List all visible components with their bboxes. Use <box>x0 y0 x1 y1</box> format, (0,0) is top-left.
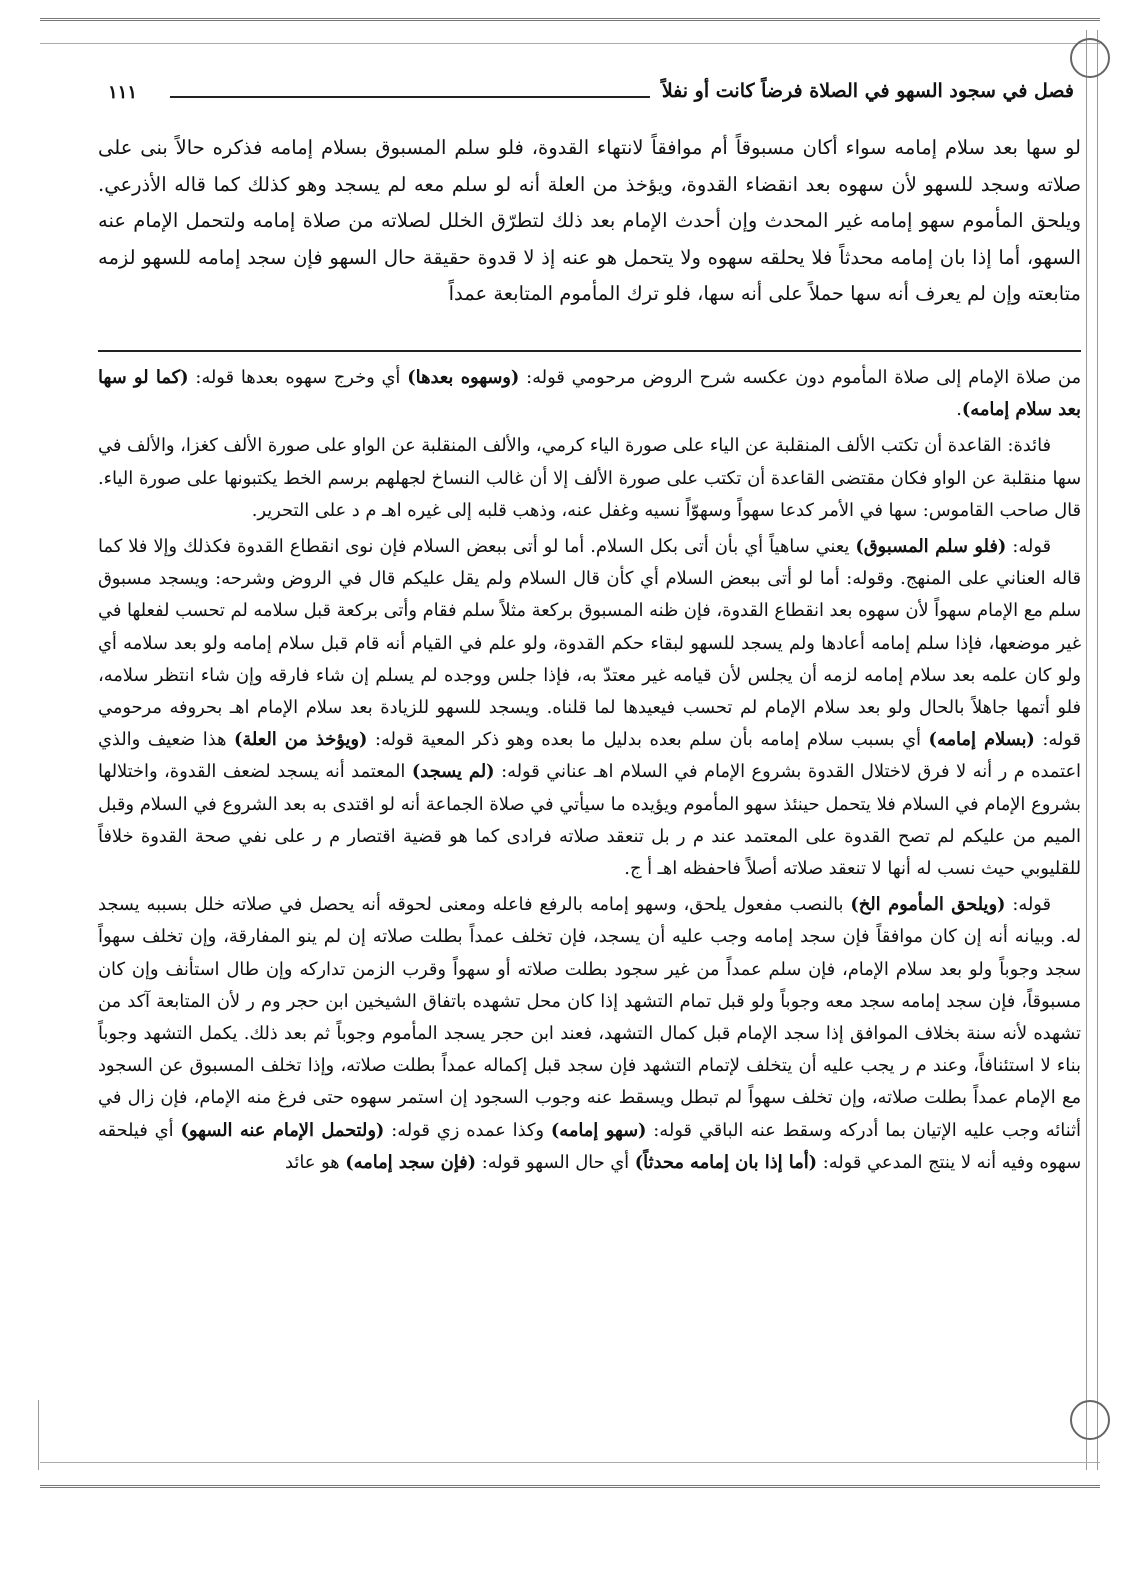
note-text: هذا ضعيف والذي اعتمده م ر أنه لا فرق لاختلال القدوة بشروع الإمام في السلام اهـ عناني قوله: <box>98 729 1081 783</box>
page-frame-right <box>1086 30 1098 1470</box>
note-text: المعتمد أنه يسجد لضعف القدوة، واختلالها بشروع الإمام في السلام فلا يتحمل حينئذ سهو المأموم ويؤيده ما سيأتي في صلاة الجماعة أنه لو اقتدى به بعد الشروع في السلام وقبل الميم من عليكم لم تصح القدوة على المعتمد عند م ر بل تنعقد صلاته فرادى كما هو قضية اقتصار م ر على نفي صحة القدوة خلافاً للقليوبي حيث نسب له أنها لا تنعقد صلاته أصلاً فاحفظه اهـ أ ج. <box>98 761 1081 880</box>
quoted-phrase: (بسلام إمامه) <box>928 729 1035 751</box>
quoted-phrase: (سهو إمامه) <box>550 1119 647 1141</box>
note-text: بالنصب مفعول يلحق، وسهو إمامه بالرفع فاعله ومعنى لحوقه أنه يحصل في صلاته خلل بسببه يسجد له. وبيانه أنه إن كان موافقاً فإن سجد إمامه وجب عليه أن يسجد، فإن تخلف عمداً بطلت صلاته إن لم ينو المفارقة، وإن تخلف سهواً سجد وجوباً ولو بعد سلام الإمام، فإن سلم عمداً من غير سجود بطلت صلاته أو سهواً وقرب الزمن تداركه وإن طال استأنف وإن كان مسبوقاً، فإن سجد إمامه سجد معه وجوباً ولو قبل تمام التشهد إذا كان محل تشهده باتفاق الشيخين ابن حجر وم ر لأن المتابعة آكد من تشهده لأنه سنة بخلاف الموافق إذا سجد الإمام قبل كمال التشهد، فعند ابن حجر يسجد المأموم وجوباً ثم بعد ذلك. يكمل التشهد وجوباً بناء لا استئنافاً، وعند م ر يجب عليه أن يتخلف لإتمام التشهد فإن سجد قبل إكماله عمداً بطلت صلاته، وإذا تخلف المسبوق عن السجود مع الإمام عمداً بطلت صلاته، وإن تخلف سهواً لم تبطل ويسقط عنه وجوب السجود إن استمر سهوه حتى فرغ منه الإمام، فإن زال في أثنائه وجب عليه الإتيان بما أدركه وسقط عنه الباقي قوله: <box>98 894 1081 1141</box>
scroll-ornament-bottom-right <box>1070 1400 1110 1440</box>
note-text: أي بسبب سلام إمامه بأن سلم بعده بدليل ما بعده وهو ذكر المعية قوله: <box>367 729 929 751</box>
note-text: من صلاة الإمام إلى صلاة المأموم دون عكسه شرح الروض مرحومي قوله: <box>519 367 1081 388</box>
quoted-phrase: (لم يسجد) <box>411 761 495 783</box>
note-paragraph <box>98 531 1081 885</box>
page-frame-top <box>40 18 1100 44</box>
main-text: لو سها بعد سلام إمامه سواء أكان مسبوقاً أم موافقاً لانتهاء القدوة، فلو سلم المسبوق بسلام إمامه فذكره حالاً بنى على صلاته وسجد للسهو لأن سهوه بعد انقضاء القدوة، ويؤخذ من العلة أنه لو سلم معه لم يسجد وهو كذلك كما قاله الأذرعي. ويلحق المأموم سهو إمامه غير المحدث وإن أحدث الإمام بعد ذلك لتطرّق الخلل لصلاته من صلاة إمامه ولتحمل الإمام عنه السهو، أما إذا بان إمامه محدثاً فلا يحلقه سهوه ولا يتحمل هو عنه إذ لا قدوة حقيقة حال السهو فإن سجد إمامه للسهو لزمه متابعته وإن لم يعرف أنه سها حملاً على أنه سها، فلو ترك المأموم المتابعة عمداً <box>98 136 1081 305</box>
note-text: . <box>956 399 962 421</box>
header-rule <box>170 96 650 98</box>
page-number: ١١١ <box>108 82 138 103</box>
note-text: يعني ساهياً أي بأن أتى بكل السلام. أما لو أتى ببعض السلام فإن نوى انقطاع القدوة فكذلك وإلا فلا كما قاله العناني على المنهج. وقوله: أما لو أتى ببعض السلام أي كأن قال السلام ولم يقل عليكم قال في الروض وشرحه: ويسجد مسبوق سلم مع الإمام سهواً لأن سهوه بعد انقطاع القدوة، فإن ظنه المسبوق بركعة مثلاً سلم فقام وأتى بركعة قبل سلامه لم تحسب لفعلها في غير موضعها، فإذا سلم إمامه أعادها ولم يسجد للسهو لبقاء حكم القدوة، ولو علم في القيام أنه قام قبل سلام إمامه ولو بعد سلامه أي ولو كان علمه بعد سلام إمامه لزمه أن يجلس لأن قيامه غير معتدّ به، فإذا جلس ووجده لم يسلم إن شاء فارقه وإن شاء انتظر سلامه، فلو أتمها جاهلاً بالحال ولو بعد سلام الإمام لم تحسب فيعيدها لما قلناه. ويسجد للسهو للزيادة بعد سلام الإمام اهـ بحروفه مرحومي قوله: <box>98 536 1082 751</box>
scroll-ornament-top-right <box>1070 38 1110 78</box>
quoted-phrase: (ولتحمل الإمام عنه السهو) <box>180 1119 385 1141</box>
note-text: قوله: <box>1006 536 1052 558</box>
note-text: أي وخرج سهوه بعدها قوله: <box>188 367 408 388</box>
note-text: قوله: <box>1005 894 1051 916</box>
note-text: أي حال السهو قوله: <box>476 1151 635 1173</box>
page-header <box>60 74 1080 114</box>
quoted-phrase: (وسهوه بعدها) <box>407 367 520 388</box>
quoted-phrase: (كما لو سها بعد سلام إمامه) <box>98 367 1081 421</box>
note-paragraph <box>98 362 1081 426</box>
quoted-phrase: (فإن سجد إمامه) <box>345 1151 477 1173</box>
commentary-notes <box>98 362 1081 1183</box>
quoted-phrase: (ويلحق المأموم الخ) <box>850 894 1006 916</box>
quoted-phrase: (أما إذا بان إمامه محدثاً) <box>634 1151 818 1173</box>
quoted-phrase: (فلو سلم المسبوق) <box>855 536 1007 558</box>
note-text: وكذا عمده زي قوله: <box>384 1119 551 1141</box>
note-text: أي فيلحقه سهوه وفيه أنه لا ينتج المدعي قوله: <box>98 1119 1081 1173</box>
note-text: هو عائد <box>285 1151 346 1173</box>
page-frame-bottom <box>40 1462 1100 1488</box>
quoted-phrase: (ويؤخذ من العلة) <box>233 729 368 751</box>
chapter-title: فصل في سجود السهو في الصلاة فرضاً كانت أو نفلاً <box>661 80 1074 102</box>
footnote-divider <box>98 350 1081 352</box>
page-frame-left <box>28 1400 39 1470</box>
note-text: فائدة: القاعدة أن تكتب الألف المنقلبة عن الياء على صورة الياء كرمي، والألف المنقلبة عن الواو على صورة الألف كغزا، والألف في سها منقلبة عن الواو فكان مقتضى القاعدة أن تكتب على صورة الألف إلا أن غالب النساخ لجهلهم برسم الخط يكتبونها على صورة الياء. قال صاحب القاموس: سها في الأمر كدعا سهواً وسهوّاً نسيه وغفل عنه، وذهب قلبه إلى غيره اهـ م د على التحرير. <box>98 435 1081 521</box>
note-paragraph <box>98 889 1081 1179</box>
note-paragraph <box>98 430 1081 527</box>
